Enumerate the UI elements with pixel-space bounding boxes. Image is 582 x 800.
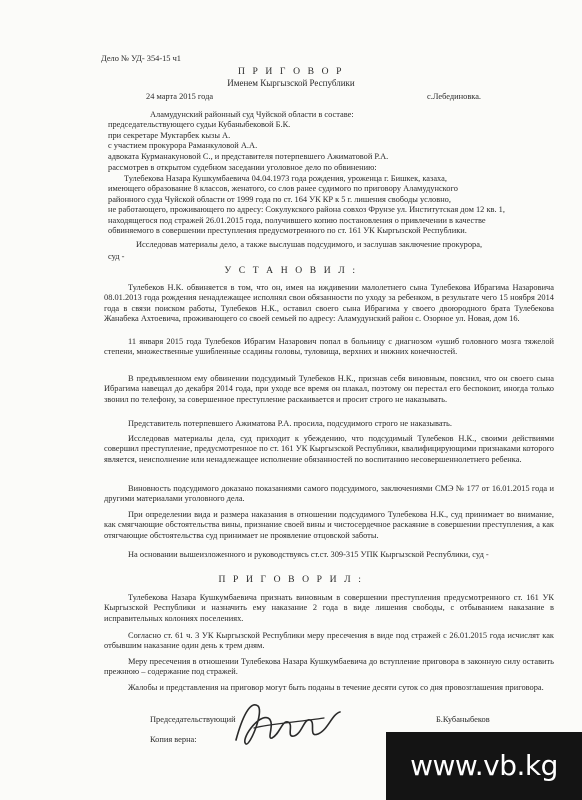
defendant-line: не работающего, проживающего по адресу: Сокулукского района совхоз Фрунзе ул. Институтская дом 12 кв. 1, [108,205,505,214]
established-heading: У С Т А Н О В И Л : [224,265,358,276]
prosecutor: с участием прокурора Раманкуловой А.А. [108,141,258,150]
document-date: 24 марта 2015 года [146,92,214,101]
verdict-paragraph: Согласно ст. 61 ч. 3 УК Кыргызской Республики меру пресечения в виде под стражей с 26.01.2015 года исчислят как отбывшим наказание один день к трем дням. [104,631,554,651]
established-paragraph: 11 января 2015 года Тулебеков Ибрагим Назарович попал в больницу с диагнозом «ушиб головного мозга тяжелой степени, множественные ушибленные ссадины головы, туловища, верхних и нижних конечностей. [104,337,554,357]
established-paragraph: Исследовав материалы дела, суд приходит к убеждению, что подсудимый Тулебеков Н.К., своими действиями совершил преступление, предусмотренное по ст. 161 УК Кыргызской Республики, квалифицирующими признаками которого является, неисполнение или ненадлежащее исполнение обязанностей по воспитанию несовершеннолетнего ребенка. [104,434,554,464]
presiding-judge: председательствующего судьи Кубаныбековой Б.К. [108,120,291,129]
court-dash: суд - [108,252,125,261]
examined-statement: Исследовав материалы дело, а также выслушав подсудимого, и заслушав заключение прокурора, [136,240,483,249]
court-composition: Аламудунский районный суд Чуйской области в составе: [150,110,354,119]
verdict-paragraph: Тулебекова Назара Кушкумбаевича признать виновным в совершении преступления предусмотренного ст. 161 УК Кыргызской Республики и назначить ему наказание 2 года в виде лишения свободы, с отбыванием наказание в исправительных колониях поселениях. [104,593,554,623]
presiding-role: Председательствующий [150,715,236,724]
defendant-line: районного суда Чуйской области от 1999 года по ст. 164 УК КР к 5 г. лишения свободы условно, [108,195,451,204]
established-paragraph: Представитель потерпевшего Ажиматова Р.А. просила, подсудимого строго не наказывать. [128,419,452,428]
case-number: Дело № УД- 354-15 ч1 [101,54,181,63]
established-paragraph: На основании вышеизложенного и руководствуясь ст.ст. 309-315 УПК Кыргызской Республики, суд - [128,550,489,559]
document-subtitle: Именем Кыргызской Республики [227,78,355,88]
secretary: при секретаре Муктарбек кызы А. [108,131,231,140]
defendant-line: имеющего образование 8 классов, женатого, со слов ранее судимого по приговору Аламудунского [108,184,458,193]
handwritten-signature [228,688,348,758]
defendant-line: находящегося под стражей 26.01.2015 года, получившего копию постановления о привлечении в качестве [108,216,486,225]
advocate-and-representative: адвоката Курманакуновой С., и представителя потерпевшего Ажиматовой Р.А. [108,152,389,161]
copy-label: Копия верна: [150,735,197,744]
verdict-paragraph: Меру пресечения в отношении Тулебекова Назара Кушкумбаевича до вступление приговора в законную силу оставить прежнюю – содержание под стражей. [104,657,554,677]
document-place: с.Лебединовка. [427,92,482,101]
established-paragraph: В предъявленном ему обвинении подсудимый Тулебеков Н.К., признав себя виновным, пояснил, что он своего сына Ибрагима навещал до декабря 2014 года, при уходе все время он плакал, поэтому он перестал его беспокоит, иногда только звонил по телефону, за совершенное преступление раскаивается и просит строго не наказывать. [104,374,554,404]
established-paragraph: Виновность подсудимого доказано показаниями самого подсудимого, заключениями СМЭ № 177 от 16.01.2015 года и другими материалами уголовного дела. [104,484,554,504]
established-paragraph: Тулебеков Н.К. обвиняется в том, что он, имея на иждивении малолетнего сына Тулебекова Ибрагима Назаровича 08.01.2013 года рождения ненадлежащее исполнял свои обязанности по уходу за ребенком, в результате чего 15 ноября 2014 года в связи поиском работы, Тулебеков Н.К., оставил своего сына Ибрагима у своего двоюродного брата Тулебекова Жанабека Ахтоевича, проживающего со своей семьей по адресу: Аламудунский район с. Озорное ул. Новая, дом 16. [104,283,554,324]
defendant-line: Тулебекова Назара Кушкумбаевича 04.04.1973 года рождения, уроженца г. Бишкек, казаха, [124,174,447,183]
presiding-name: Б.Кубаныбеков [436,715,490,724]
verdict-paragraph: Жалобы и представления на приговор могут быть поданы в течение десяти суток со дня провозглашения приговора. [128,683,544,692]
document-title: П Р И Г О В О Р [237,66,345,77]
watermark-logo: www.vb.kg [386,732,582,800]
verdict-heading: П Р И Г О В О Р И Л : [218,574,364,585]
established-paragraph: При определении вида и размера наказания в отношении подсудимого Тулебекова Н.К., суд принимает во внимание, как смягчающие обстоятельства вины, признание своей вины и чистосердечное раскаяние в совершении преступления, а как отягчающие обстоятельства суд принимает не проявление отцовской заботы. [104,510,554,540]
defendant-line: обвиняемого в совершении преступления предусмотренного по ст. 161 УК Кыргызской Республики. [108,226,467,235]
case-considered: рассмотрев в открытом судебном заседании уголовное дело по обвинению: [108,163,377,172]
